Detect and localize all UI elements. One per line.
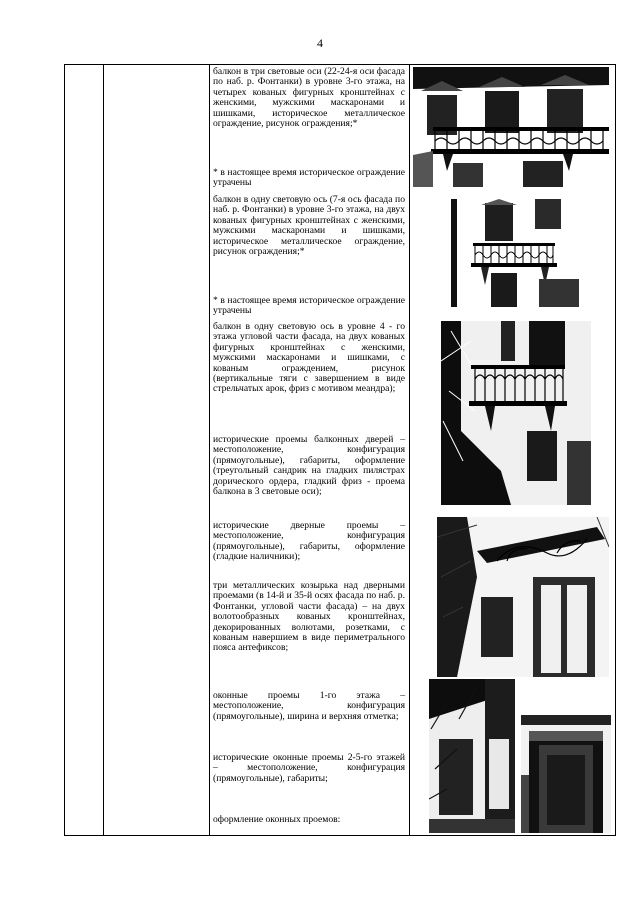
photo-balcony-one-axis: [451, 199, 579, 307]
photo-corner-balcony: [441, 321, 591, 505]
table-column-divider: [409, 65, 410, 835]
entry-metal-canopies: три металлических козырька над дверными проемами (в 14-й и 35-й осях фасада по наб. р. Фонтанки, угловой части фасада) – на двух волотообразных кованых кронштейнах, декорированных волютами, розетками, с кованым навершием в виде периметрального пояса антефиксов;: [213, 580, 405, 654]
photo-door-canopy: [437, 517, 609, 677]
entry-window-decoration: оформление оконных проемов:: [213, 814, 341, 825]
entry-door-openings: исторические дверные проемы – местоположение, конфигурация (прямоугольные), габариты, оформление (гладкие наличники);: [213, 520, 405, 563]
document-table: [64, 64, 616, 836]
entry-balcony-three-axes: балкон в три световые оси (22-24-я оси фасада по наб. р. Фонтанки) в уровне 3-го этажа, на четырех кованых фигурных кронштейнах с женскими, мужскими маскаронами и шишками, историческое металлическое ограждение, рисунок ограждения;*: [213, 66, 405, 130]
entry-balcony-one-axis: балкон в одну световую ось (7-я ось фасада по наб. р. Фонтанки) в уровне 3-го этажа, на двух кованых фигурных кронштейнах с женскими, мужскими маскаронами и шишками, историческое металлическое ограждение, рисунок ограждения;*: [213, 194, 405, 258]
entry-note-fence-lost: * в настоящее время историческое ограждение утрачены: [213, 295, 405, 317]
page-number: 4: [317, 36, 323, 50]
entry-balcony-corner: балкон в одну световую ось в уровне 4 - го этажа угловой части фасада, на двух кованых фигурных кронштейнах с женскими, мужскими маскаронами и шишками, с кованым ограждением, рисунок (вертикальные тяги с завершением в виде стрельчатых арок, фриз с мотивом меандра);: [213, 321, 405, 395]
entry-balcony-door-openings: исторические проемы балконных дверей – местоположение, конфигурация (прямоугольные), габариты, оформление (треугольный сандрик на гладких пилястрах дорического ордера, гладкий фриз - проема балкона в 3 световые оси);: [213, 434, 405, 498]
photo-balcony-three-axes: [413, 67, 609, 187]
entry-ground-floor-windows: оконные проемы 1-го этажа – местоположение, конфигурация (прямоугольные), ширина и верхняя отметка;: [213, 690, 405, 722]
table-column-divider: [103, 65, 104, 835]
entry-upper-floor-windows: исторические оконные проемы 2-5-го этажей – местоположение, конфигурация (прямоугольные), габариты;: [213, 752, 405, 784]
table-column-divider: [209, 65, 210, 835]
entry-note-fence-lost: * в настоящее время историческое ограждение утрачены: [213, 167, 405, 189]
photo-entrance-arch: [521, 715, 611, 833]
photo-ground-floor-windows: [429, 679, 515, 833]
